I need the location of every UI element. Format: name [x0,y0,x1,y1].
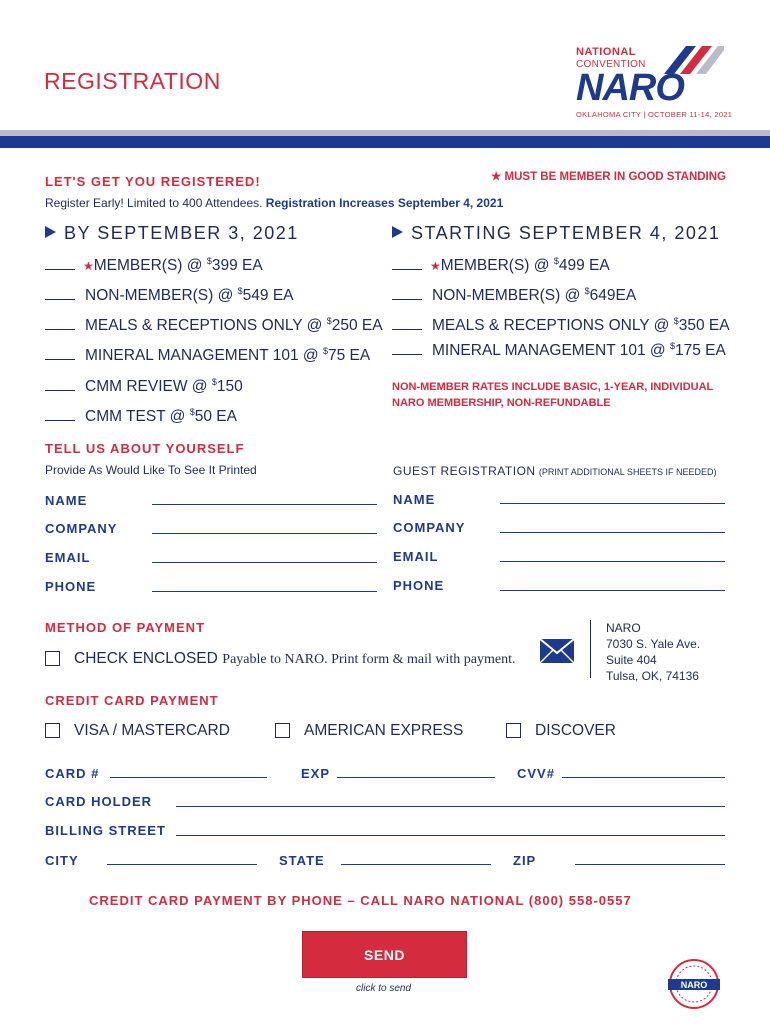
city-field[interactable] [107,864,257,865]
currency-symbol: $ [322,346,328,356]
price-value: 75 EA [327,347,371,364]
logo-subtitle: OKLAHOMA CITY | OCTOBER 11-14, 2021 [576,110,733,119]
price-label: NON-MEMBER(S) @ [432,287,585,304]
address-divider [590,620,591,678]
quantity-blank[interactable] [45,329,75,330]
quantity-blank[interactable] [45,299,75,300]
amex-label: AMERICAN EXPRESS [304,722,464,739]
late-row [392,286,636,305]
quantity-blank[interactable] [392,329,422,330]
currency-symbol: $ [584,286,590,296]
price-label: MEALS & RECEPTIONS ONLY @ [85,317,327,334]
guest-email-label: EMAIL [393,549,439,564]
quantity-blank[interactable] [45,359,75,360]
phone-field[interactable] [152,591,377,592]
payment-heading: METHOD OF PAYMENT [45,620,206,635]
quantity-blank[interactable] [45,390,75,391]
check-note: Payable to NARO. Print form & mail with payment. [222,652,516,667]
logo-naro: NARO [576,67,684,109]
quantity-blank[interactable] [392,299,422,300]
currency-symbol: $ [237,286,243,296]
price-value: 549 EA [242,287,294,304]
discover-checkbox[interactable] [506,723,521,738]
star-icon: ★ [430,259,441,273]
price-value: 499 EA [558,257,610,274]
guest-heading [393,464,716,478]
price-value: 350 EA [678,317,730,334]
late-header [392,223,720,244]
price-value: 50 EA [194,408,237,425]
currency-symbol: $ [553,256,559,266]
early-row [45,346,370,365]
billing-field[interactable] [176,835,725,836]
price-value: 399 EA [211,257,263,274]
quantity-blank[interactable] [392,354,422,355]
page-title: REGISTRATION [44,68,221,94]
price-label: MEMBER(S) @ [440,257,554,274]
nonmember-note-2: NARO MEMBERSHIP, NON-REFUNDABLE [392,397,611,409]
check-enclosed-checkbox[interactable] [45,651,60,666]
exp-label: EXP [301,766,331,781]
quantity-blank[interactable] [45,420,75,421]
envelope-icon [539,638,575,664]
price-label: CMM REVIEW @ [85,378,212,395]
visa-label: VISA / MASTERCARD [74,722,230,739]
guest-phone-label: PHONE [393,578,445,593]
price-value: 175 EA [674,342,726,359]
late-header-text: STARTING SEPTEMBER 4, 2021 [411,223,721,243]
click-to-send: click to send [356,983,412,994]
guest-name-field[interactable] [500,503,725,504]
early-row [45,407,237,426]
late-row [392,316,730,335]
late-row [392,341,726,360]
guest-name-label: NAME [393,492,436,507]
guest-company-label: COMPANY [393,520,466,535]
address-line-4: Tulsa, OK, 74136 [606,669,699,683]
naro-seal-logo [664,958,724,1010]
send-button[interactable]: SEND [302,931,467,978]
cvv-field[interactable] [562,777,725,778]
header-band-navy [0,136,770,148]
registered-heading: LET'S GET YOU REGISTERED! [45,174,261,189]
early-row [45,316,383,335]
late-row [392,256,610,275]
price-value: 150 [216,378,243,395]
address-line-1: NARO [606,621,641,635]
holder-label: CARD HOLDER [45,794,153,809]
email-field[interactable] [152,562,377,563]
currency-symbol: $ [326,316,332,326]
early-row [45,256,263,275]
member-note [491,169,726,183]
about-heading: TELL US ABOUT YOURSELF [45,441,245,456]
price-label: NON-MEMBER(S) @ [85,287,238,304]
intro-text-bold: Registration Increases September 4, 2021 [265,196,504,210]
check-enclosed [74,650,515,668]
currency-symbol: $ [211,377,217,387]
name-field[interactable] [152,504,377,505]
phone-label: PHONE [45,579,97,594]
naro-logo [576,44,733,124]
early-row [45,286,294,305]
discover-label: DISCOVER [535,722,616,739]
star-icon: ★ [83,259,94,273]
price-label: MEALS & RECEPTIONS ONLY @ [432,317,674,334]
price-value: 649EA [589,287,637,304]
cc-heading: CREDIT CARD PAYMENT [45,693,219,708]
city-label: CITY [45,853,79,868]
cvv-label: CVV# [517,766,555,781]
exp-field[interactable] [337,777,495,778]
member-note-text: MUST BE MEMBER IN GOOD STANDING [504,171,726,183]
holder-field[interactable] [176,806,725,807]
logo-convention: CONVENTION [576,59,646,70]
price-value: 250 EA [331,317,383,334]
price-label: MINERAL MANAGEMENT 101 @ [432,342,670,359]
quantity-blank[interactable] [392,269,422,270]
guest-note: (PRINT ADDITIONAL SHEETS IF NEEDED) [538,467,717,477]
about-sub: Provide As Would Like To See It Printed [45,463,257,477]
logo-national: NATIONAL [576,46,637,58]
billing-label: BILLING STREET [45,823,166,838]
address-line-3: Suite 404 [606,653,657,667]
early-row [45,377,243,396]
state-label: STATE [279,853,325,868]
star-icon: ★ [491,171,502,183]
price-label: CMM TEST @ [85,408,190,425]
nonmember-note-1: NON-MEMBER RATES INCLUDE BASIC, 1-YEAR, INDIVIDUAL [392,381,714,393]
zip-field[interactable] [575,864,725,865]
card-field[interactable] [110,777,267,778]
currency-symbol: $ [673,316,679,326]
visa-checkbox[interactable] [45,723,60,738]
triangle-icon [392,226,403,238]
seal-text: NARO [680,980,708,990]
company-field[interactable] [152,533,377,534]
check-enclosed-label: CHECK ENCLOSED [74,650,218,667]
guest-title: GUEST REGISTRATION [393,464,536,478]
early-header [45,223,299,244]
address-line-2: 7030 S. Yale Ave. [606,637,701,651]
triangle-icon [45,226,56,238]
price-label: MINERAL MANAGEMENT 101 @ [85,347,323,364]
quantity-blank[interactable] [45,269,75,270]
email-label: EMAIL [45,550,91,565]
price-label: MEMBER(S) @ [93,257,207,274]
intro-text-plain: Register Early! Limited to 400 Attendees. [45,196,263,210]
phone-payment-note: CREDIT CARD PAYMENT BY PHONE – CALL NARO NATIONAL (800) 558-0557 [89,893,632,908]
amex-checkbox[interactable] [275,723,290,738]
guest-phone-field[interactable] [500,590,725,591]
currency-symbol: $ [669,341,675,351]
guest-email-field[interactable] [500,561,725,562]
currency-symbol: $ [206,256,212,266]
card-label: CARD # [45,766,100,781]
currency-symbol: $ [189,407,195,417]
zip-label: ZIP [513,853,537,868]
name-label: NAME [45,493,88,508]
early-header-text: BY SEPTEMBER 3, 2021 [64,223,299,243]
guest-company-field[interactable] [500,532,725,533]
company-label: COMPANY [45,521,118,536]
state-field[interactable] [341,864,491,865]
intro-text [45,196,503,210]
